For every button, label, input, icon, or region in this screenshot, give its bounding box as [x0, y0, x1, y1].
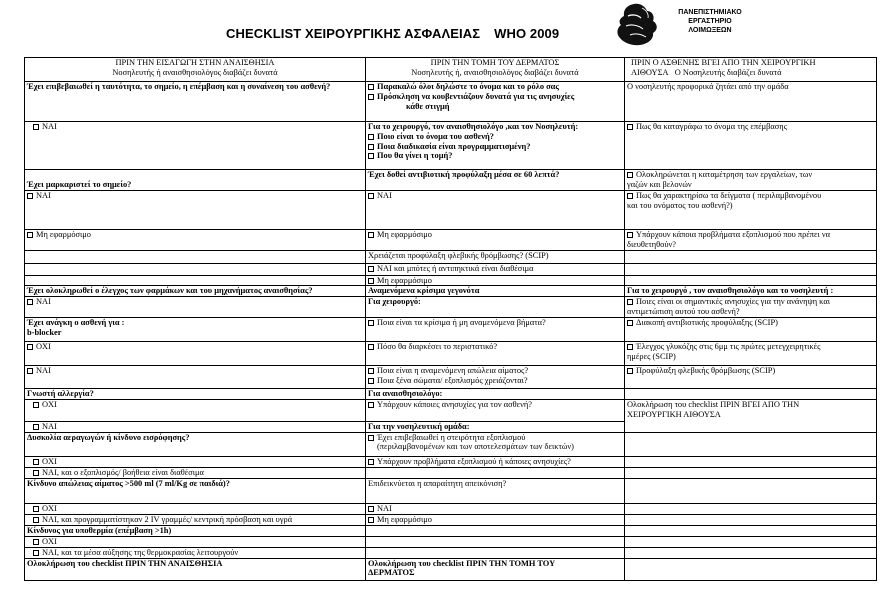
checkbox[interactable]	[368, 344, 374, 350]
checkbox[interactable]	[368, 134, 374, 140]
lab-name-line: ΠΑΝΕΠΙΣΤΗΜΙΑΚΟ	[678, 9, 742, 16]
checkbox[interactable]	[368, 153, 374, 159]
empty-cell	[625, 478, 877, 503]
checkbox-item[interactable]	[368, 366, 622, 376]
table-row	[25, 388, 877, 399]
checkbox-label: Υπάρχουν κάποια προβλήματα εξοπλισμού που πρέπει να	[636, 230, 831, 239]
checkbox-label: Μη εφαρμόσιμο	[377, 275, 432, 285]
checkbox[interactable]	[33, 402, 39, 408]
table-row	[25, 122, 877, 170]
checkbox-label: Υπάρχουν προβλήματα εξοπλισμού ή κάποιες ανησυχίες?	[377, 456, 571, 466]
checkbox-label: ημέρες (SCIP)	[627, 351, 676, 361]
question-roles: Για το χειρουργό, τον αναισθησιολόγο ,και τον Νοσηλευτή:	[368, 122, 579, 131]
checkbox[interactable]	[368, 459, 374, 465]
question-bblocker	[25, 317, 366, 341]
table-row	[25, 456, 877, 467]
checkbox-label: Ολοκληρώνεται η καταμέτρηση των εργαλείων, των	[636, 170, 813, 179]
checkbox-label: Μη εφαρμόσιμο	[377, 230, 432, 239]
checkbox-item[interactable]	[25, 365, 366, 388]
checkbox-item[interactable]	[368, 132, 622, 142]
question-identity: Έχει επιβεβαιωθεί η ταυτότητα, το σημείο, η επέμβαση και η συναίνεση του ασθενή?	[25, 82, 366, 122]
empty-cell	[625, 558, 877, 580]
question-machine: Έχει ολοκληρωθεί ο έλεγχος των φαρμάκων και του μηχανήματος αναισθησίας?	[25, 286, 366, 297]
checkbox[interactable]	[33, 424, 39, 430]
checkbox[interactable]	[33, 517, 39, 523]
checkbox-item[interactable]	[625, 317, 877, 341]
checkbox-label: ΝΑΙ	[42, 421, 57, 431]
lab-name	[664, 8, 756, 35]
checkbox-label: ΝΑΙ και μπότες ή αντιπηκτικά είναι διαθέσιμα	[377, 263, 534, 273]
checkbox-label: Πως θα καταγράφω το όνομα της επέμβασης	[636, 122, 788, 131]
column-header-before-incision	[366, 58, 625, 82]
table-row	[25, 191, 877, 230]
complete-text: ΔΕΡΜΑΤΟΣ	[368, 568, 415, 578]
table-row	[25, 286, 877, 297]
table-row	[25, 514, 877, 525]
question-vte: Χρειάζεται προφύλαξη φλεβικής θρόμβωσης? (SCIP)	[366, 250, 625, 263]
checkbox-label: διευθετηθούν?	[627, 239, 676, 249]
checkbox-item[interactable]	[25, 547, 366, 558]
checkbox-label: Ποια ξένα σώματα/ εξοπλισμός χρειάζονται?	[377, 375, 528, 385]
checkbox-item[interactable]	[366, 432, 625, 456]
roles-cell	[366, 122, 625, 170]
checkbox-label: γαζών και βελονών	[627, 179, 692, 189]
checkbox-item[interactable]	[25, 399, 366, 421]
checkbox[interactable]	[27, 299, 33, 305]
checkbox-label: Μη εφαρμόσιμο	[36, 230, 91, 239]
column-title: ΠΡΙΝ Ο ΑΣΘΕΝΗΣ ΒΓΕΙ ΑΠΟ ΤΗΝ ΧΕΙΡΟΥΡΓΙΚΗ	[631, 58, 816, 67]
table-row	[25, 275, 877, 286]
checkbox[interactable]	[27, 193, 33, 199]
checkbox[interactable]	[27, 232, 33, 238]
complete-text: Ολοκλήρωση του checklist ΠΡΙΝ ΤΗΝ ΤΟΜΗ ΤΟΥ	[368, 558, 556, 568]
checkbox-label: κάθε στιγμή	[406, 101, 450, 111]
question-text: Έχει ανάγκη ο ασθενή για :	[27, 317, 125, 327]
table-row	[25, 250, 877, 263]
checkbox-item[interactable]	[366, 399, 625, 421]
checkbox-label: Ποια είναι τα κρίσιμα ή μη αναμενόμενα βήματα?	[377, 317, 546, 327]
complete-text: Ολοκλήρωση του checklist ΠΡΙΝ ΒΓΕΙ ΑΠΟ ΤΗΝ	[627, 399, 800, 409]
checkbox[interactable]	[33, 124, 39, 130]
lab-name-line: ΕΡΓΑΣΤΗΡΙΟ	[688, 18, 732, 25]
checkbox-item[interactable]	[366, 456, 625, 467]
table-row	[25, 341, 877, 365]
table-row	[25, 317, 877, 341]
empty-cell	[625, 388, 877, 399]
empty-cell	[25, 275, 366, 286]
empty-cell	[366, 467, 625, 478]
column-title: ΠΡΙΝ ΤΗΝ ΕΙΣΑΓΩΓΗ ΣΤΗΝ ΑΝΑΙΣΘΗΣΙΑ	[115, 58, 275, 67]
column-subtitle: Νοσηλευτής ή, αναισθησιολόγος διαβάζει δυνατά	[411, 67, 579, 77]
checkbox-label: Που θα γίνει η τομή?	[377, 151, 453, 161]
table-row	[25, 547, 877, 558]
question-imaging: Επιδεικνύεται η απαραίτητη απεικόνιση?	[366, 478, 625, 503]
title-year: WHO 2009	[494, 26, 560, 41]
column-header-before-anesthesia	[25, 58, 366, 82]
checkbox-label: Πως θα χαρακτηρίσω τα δείγματα ( περιλαμβανομένου	[636, 191, 822, 200]
critical-events-heading: Αναμενόμενα κρίσιμα γεγονότα	[366, 286, 625, 297]
empty-cell	[625, 275, 877, 286]
empty-cell	[366, 525, 625, 536]
surgeon-heading: Για χειρουργό:	[366, 297, 625, 318]
table-row	[25, 467, 877, 478]
checkbox-label: Παρακαλώ όλοι δηλώστε το όνομα και το ρόλο σας	[377, 82, 559, 91]
checkbox-label: ΟΧΙ	[42, 503, 57, 513]
checkbox-label: και του ονόματος του ασθενή?)	[627, 200, 733, 210]
checkbox-item[interactable]	[625, 191, 877, 230]
checkbox-item[interactable]	[366, 275, 625, 286]
checkbox[interactable]	[368, 278, 374, 284]
checkbox-item[interactable]	[25, 467, 366, 478]
empty-cell	[25, 250, 366, 263]
checkbox-label: ΝΑΙ, και ο εξοπλισμός/ βοήθεια είναι διαθέσιμα	[42, 467, 204, 477]
checkbox-label: Ποια διαδικασία είναι προγραμματισμένη?	[377, 141, 531, 151]
column-subtitle: Ο Νοσηλευτής διαβάζει δυνατά	[674, 67, 782, 77]
checkbox-label: ΝΑΙ	[42, 122, 57, 131]
column-title: ΑΙΘΟΥΣΑ	[631, 67, 669, 77]
question-marked: Έχει μαρκαριστεί το σημείο?	[25, 170, 366, 191]
checkbox[interactable]	[27, 368, 33, 374]
checkbox-label: ΝΑΙ	[36, 297, 51, 307]
checkbox-label: Προφύλαξη φλεβικής θρόμβωσης (SCIP)	[636, 365, 776, 375]
checkbox[interactable]	[33, 470, 39, 476]
checkbox-item[interactable]	[25, 536, 366, 547]
empty-cell	[625, 250, 877, 263]
checkbox-label: ΝΑΙ	[36, 191, 51, 200]
checkbox-label: Ποια είναι η αναμενόμενη απώλεια αίματος?	[377, 365, 529, 375]
checkbox-item[interactable]	[25, 341, 366, 365]
checkbox-item[interactable]	[368, 151, 622, 161]
checkbox[interactable]	[627, 193, 633, 199]
complete-before-anesthesia: Ολοκλήρωση του checklist ΠΡΙΝ ΤΗΝ ΑΝΑΙΣΘΗΣΙΑ	[25, 558, 366, 580]
checkbox[interactable]	[368, 232, 374, 238]
checkbox-label: Ποιο είναι το όνομα του ασθενή?	[377, 131, 494, 141]
checkbox[interactable]	[368, 517, 374, 523]
checkbox-item[interactable]	[366, 503, 625, 514]
column-header-before-leaving	[625, 58, 877, 82]
checkbox[interactable]	[368, 266, 374, 272]
question-hypothermia: Κίνδυνος για υποθερμία (επέμβαση >1h)	[25, 525, 366, 536]
checkbox-label: ΝΑΙ, και τα μέσα αύξησης της θερμοκρασίας λειτουργούν	[42, 547, 239, 557]
anesthesia-heading: Για αναισθησιολόγο:	[366, 388, 625, 399]
checkbox-item[interactable]	[25, 230, 366, 251]
checkbox[interactable]	[368, 378, 374, 384]
checkbox-item[interactable]	[25, 421, 366, 432]
checkbox[interactable]	[33, 539, 39, 545]
checkbox-group	[366, 365, 625, 388]
table-row	[25, 230, 877, 251]
checkbox-item[interactable]	[366, 230, 625, 251]
question-team: Για το χειρουργό , τον αναισθησιολόγο και το νοσηλευτή :	[625, 286, 877, 297]
table-row	[25, 263, 877, 275]
checkbox-item[interactable]	[368, 92, 622, 102]
empty-cell	[625, 263, 877, 275]
checkbox-label: Μη εφαρμόσιμο	[377, 514, 432, 524]
checkbox-item[interactable]	[25, 456, 366, 467]
checklist-title: CHECKLIST ΧΕΙΡΟΥΡΓΙΚΗΣ ΑΣΦΑΛΕΙΑΣ	[226, 26, 481, 41]
checkbox-item[interactable]	[366, 263, 625, 275]
empty-cell	[625, 432, 877, 456]
table-row	[25, 399, 877, 421]
checkbox-item[interactable]	[625, 230, 877, 251]
checkbox[interactable]	[27, 344, 33, 350]
checkbox[interactable]	[368, 320, 374, 326]
table-row	[25, 365, 877, 388]
checkbox-label: ΝΑΙ	[377, 191, 392, 200]
checkbox[interactable]	[627, 344, 633, 350]
checkbox[interactable]	[368, 84, 374, 90]
checkbox-label: Υπάρχουν κάποιες ανησυχίες για τον ασθενή?	[377, 399, 533, 409]
checkbox[interactable]	[627, 172, 633, 178]
question-allergy: Γνωστή αλλεργία?	[25, 388, 366, 399]
checkbox-item[interactable]	[625, 170, 877, 191]
checkbox[interactable]	[368, 193, 374, 199]
empty-cell	[25, 263, 366, 275]
checkbox-item[interactable]	[368, 376, 622, 386]
checkbox-label: (περιλαμβανομένων και των αποτελεσμάτων των δεικτών)	[377, 442, 574, 452]
table-row	[25, 558, 877, 580]
checkbox-item[interactable]	[25, 191, 366, 230]
checkbox-label: Πρόσκληση να κουβεντιάζουν δυνατά για τις ανησυχίες	[377, 91, 575, 101]
checkbox-item[interactable]	[625, 122, 877, 170]
table-row	[25, 432, 877, 456]
table-row	[25, 170, 877, 191]
checkbox-label: Διακοπή αντιβιοτικής προφύλαξης (SCIP)	[636, 317, 778, 327]
checkbox[interactable]	[33, 459, 39, 465]
table-row	[25, 525, 877, 536]
checkbox-item[interactable]	[25, 122, 366, 170]
checkbox-item[interactable]	[366, 341, 625, 365]
checkbox[interactable]	[368, 144, 374, 150]
checkbox-label: ΟΧΙ	[42, 456, 57, 466]
checkbox-label: ΟΧΙ	[36, 341, 51, 351]
nurse-confirm-text: Ο νοσηλευτής προφορικά ζητάει από την ομάδα	[625, 82, 877, 122]
page-title	[226, 26, 559, 41]
empty-cell	[625, 467, 877, 478]
table-row	[25, 297, 877, 318]
checklist-table	[24, 57, 877, 581]
checkbox-item[interactable]	[368, 82, 622, 92]
empty-cell	[625, 536, 877, 547]
complete-before-incision	[366, 558, 625, 580]
checkbox[interactable]	[33, 550, 39, 556]
checkbox-item[interactable]	[366, 514, 625, 525]
checkbox-label: ΝΑΙ	[36, 365, 51, 375]
checkbox-label: Έλεγχος γλυκόζης στις 6μμ τις πρώτες μετεγχειρητικές	[636, 341, 821, 351]
empty-cell	[625, 456, 877, 467]
table-row	[25, 82, 877, 122]
checkbox-item[interactable]	[625, 365, 877, 388]
checkbox-label: αντιμετώπιση αυτού του ασθενή?	[627, 307, 740, 317]
question-antibiotic: Έχει δοθεί αντιβιοτική προφύλαξη μέσα σε 60 λεπτά?	[366, 170, 625, 191]
checkbox[interactable]	[368, 402, 374, 408]
complete-before-leaving	[625, 399, 877, 432]
checkbox-label: ΝΑΙ, και προγραμματίστηκαν 2 IV γραμμές/ κεντρική πρόσβαση και υγρά	[42, 514, 293, 524]
checkbox-item[interactable]	[25, 297, 366, 318]
lab-name-line: ΛΟΙΜΩΞΕΩΝ	[688, 27, 732, 34]
header-row	[25, 58, 877, 82]
checkbox-item[interactable]	[366, 191, 625, 230]
checkbox[interactable]	[627, 320, 633, 326]
question-blood-loss: Κίνδυνο απώλειας αίματος >500 ml (7 ml/Kg σε παιδιά)?	[25, 478, 366, 503]
table-row	[25, 503, 877, 514]
checkbox[interactable]	[627, 232, 633, 238]
checkbox[interactable]	[627, 124, 633, 130]
checkbox[interactable]	[368, 435, 374, 441]
checkbox-label: Έχει επιβεβαιωθεί η στειρότητα εξοπλισμού	[377, 432, 526, 442]
complete-text: ΧΕΙΡΟΥΡΓΙΚΗ ΑΙΘΟΥΣΑ	[627, 409, 721, 419]
question-text: b-blocker	[27, 327, 62, 337]
checkbox-item[interactable]	[625, 341, 877, 365]
checkbox[interactable]	[368, 506, 374, 512]
empty-cell	[625, 547, 877, 558]
checkbox[interactable]	[33, 506, 39, 512]
empty-cell	[625, 503, 877, 514]
empty-cell	[366, 547, 625, 558]
checkbox-label: ΟΧΙ	[42, 536, 57, 546]
nursing-heading: Για την νοσηλευτική ομάδα:	[366, 421, 625, 432]
checkbox[interactable]	[627, 299, 633, 305]
table-row	[25, 478, 877, 503]
checkbox-item[interactable]	[625, 297, 877, 318]
question-airway: Δυσκολία αεραγωγών ή κίνδυνο εισρόφησης?	[25, 432, 366, 456]
checkbox-item[interactable]	[366, 317, 625, 341]
empty-cell	[625, 525, 877, 536]
checkbox-item[interactable]	[25, 514, 366, 525]
checkbox-label: Ποιες είναι οι σημαντικές ανησυχίες για την ανάνηψη και	[636, 297, 830, 307]
empty-cell	[366, 536, 625, 547]
checkbox-item[interactable]	[368, 142, 622, 152]
table-row	[25, 536, 877, 547]
checkbox[interactable]	[368, 368, 374, 374]
checkbox[interactable]	[627, 368, 633, 374]
checkbox-label: Πόσο θα διαρκέσει το περιστατικό?	[377, 341, 498, 351]
empty-cell	[625, 514, 877, 525]
checkbox-item[interactable]	[25, 503, 366, 514]
team-intro-cell	[366, 82, 625, 122]
checkbox-label: ΝΑΙ	[377, 503, 392, 513]
checkbox-label: ΟΧΙ	[42, 399, 57, 409]
statue-logo-icon	[612, 2, 662, 48]
checkbox[interactable]	[368, 94, 374, 100]
column-subtitle: Νοσηλευτής ή αναισθησιολόγος διαβάζει δυνατά	[112, 67, 278, 77]
column-title: ΠΡΙΝ ΤΗΝ ΤΟΜΗ ΤΟΥ ΔΕΡΜΑΤΟΣ	[430, 58, 560, 67]
